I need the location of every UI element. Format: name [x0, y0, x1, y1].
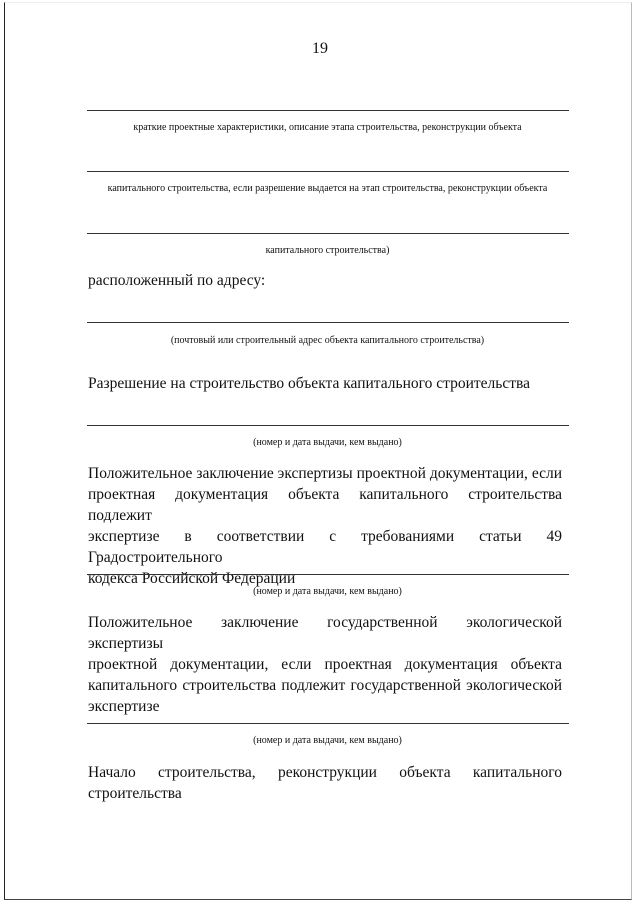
expertise-line: Положительное заключение экспертизы проектной документации, если [88, 465, 562, 482]
construction-permit-label: Разрешение на строительство объекта капитального строительства [88, 375, 530, 392]
located-at-label: расположенный по адресу: [88, 272, 266, 289]
caption-project-stage: капитального строительства, если разрешение выдается на этап строительства, реконструкции объекта [107, 183, 548, 194]
page-number: 19 [312, 40, 328, 57]
ecological-paragraph [88, 612, 562, 717]
expertise-paragraph [88, 463, 562, 589]
address-line [87, 322, 569, 323]
caption-permit-issue: (номер и дата выдачи, кем выдано) [253, 437, 402, 448]
caption-expertise-issue: (номер и дата выдачи, кем выдано) [253, 586, 402, 597]
caption-ecological-issue: (номер и дата выдачи, кем выдано) [253, 735, 402, 746]
expertise-line: кодекса Российской Федерации [88, 570, 296, 587]
construction-start-line: Начало строительства, реконструкции объекта капитального [88, 764, 562, 781]
caption-capital-construction: капитального строительства) [265, 245, 390, 256]
construction-start-line: строительства [88, 785, 182, 802]
ecological-line-blank [87, 723, 569, 724]
object-description-line-1 [87, 110, 569, 111]
ecological-line: проектной документации, если проектная документация объекта [88, 656, 562, 673]
ecological-line: Положительное заключение государственной экологической экспертизы [88, 614, 562, 652]
object-description-line-2 [87, 171, 569, 172]
caption-address: (почтовый или строительный адрес объекта капитального строительства) [170, 335, 485, 346]
caption-project-characteristics: краткие проектные характеристики, описание этапа строительства, реконструкции объекта [133, 122, 522, 133]
expertise-line-blank [87, 574, 569, 575]
ecological-line: капитального строительства подлежит государственной экологической [88, 677, 562, 694]
construction-start-paragraph [88, 762, 562, 804]
expertise-line: проектная документация объекта капитального строительства подлежит [88, 486, 562, 524]
permit-line [87, 425, 569, 426]
expertise-line: экспертизе в соответствии с требованиями статьи 49 Градостроительного [88, 528, 562, 566]
object-description-line-3 [87, 233, 569, 234]
ecological-line: экспертизе [88, 698, 160, 715]
